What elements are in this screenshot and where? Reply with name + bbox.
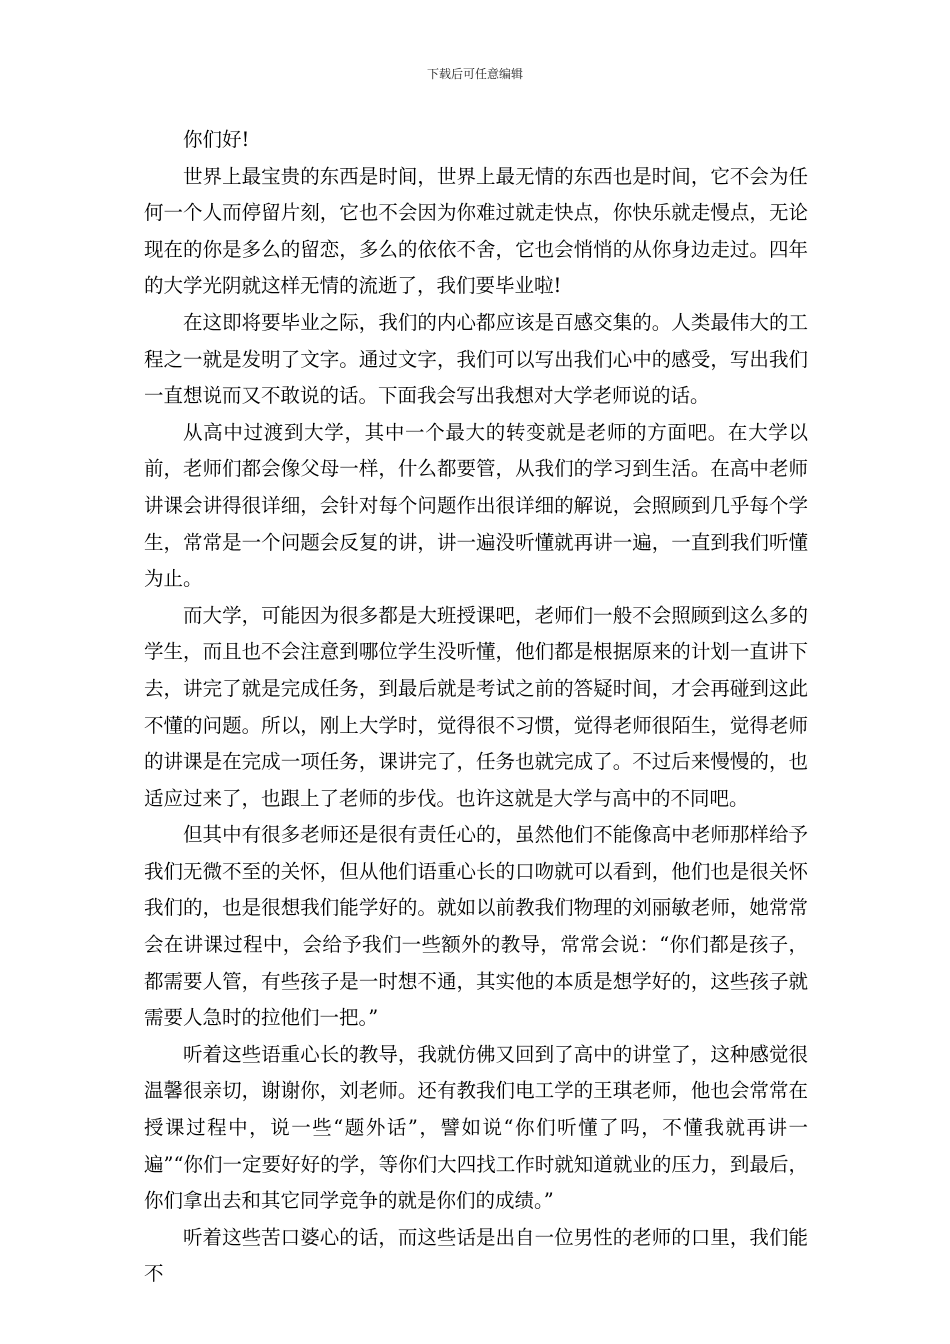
- paragraph: 而大学，可能因为很多都是大班授课吧，老师们一般不会照顾到这么多的学生，而且也不会注意到哪位学生没听懂，他们都是根据原来的计划一直讲下去，讲完了就是完成任务，到最后就是考试之前的答疑时间，才会再碰到这此不懂的问题。所以，刚上大学时，觉得很不习惯，觉得老师很陌生，觉得老师的讲课是在完成一项任务，课讲完了，任务也就完成了。不过后来慢慢的，也适应过来了，也跟上了老师的步伐。也许这就是大学与高中的不同吧。: [144, 603, 808, 810]
- paragraph: 世界上最宝贵的东西是时间，世界上最无情的东西也是时间，它不会为任何一个人而停留片刻，它也不会因为你难过就走快点，你快乐就走慢点，无论现在的你是多么的留恋，多么的依依不舍，它也会悄悄的从你身边走过。四年的大学光阴就这样无情的流逝了，我们要毕业啦!: [144, 164, 808, 298]
- paragraph: 听着这些苦口婆心的话，而这些话是出自一位男性的老师的口里，我们能不: [144, 1225, 808, 1286]
- document-body: [144, 122, 808, 1293]
- paragraph: 在这即将要毕业之际，我们的内心都应该是百感交集的。人类最伟大的工程之一就是发明了文字。通过文字，我们可以写出我们心中的感受，写出我们一直想说而又不敢说的话。下面我会写出我想对大学老师说的话。: [144, 310, 808, 408]
- paragraph: 但其中有很多老师还是很有责任心的，虽然他们不能像高中老师那样给予我们无微不至的关怀，但从他们语重心长的口吻就可以看到，他们也是很关怀我们的，也是很想我们能学好的。就如以前教我们物理的刘丽敏老师，她常常会在讲课过程中，会给予我们一些额外的教导，常常会说：“你们都是孩子，都需要人管，有些孩子是一时想不通，其实他的本质是想学好的，这些孩子就需要人急时的拉他们一把。”: [144, 823, 808, 1030]
- paragraph: 听着这些语重心长的教导，我就仿佛又回到了高中的讲堂了，这种感觉很温馨很亲切，谢谢你，刘老师。还有教我们电工学的王琪老师，他也会常常在授课过程中，说一些“题外话”，譬如说“你们听懂了吗，不懂我就再讲一遍”“你们一定要好好的学，等你们大四找工作时就知道就业的压力，到最后，你们拿出去和其它同学竞争的就是你们的成绩。”: [144, 1042, 808, 1213]
- paragraph-greeting: 你们好!: [183, 128, 250, 151]
- page-header: 下载后可任意编辑: [426, 67, 523, 81]
- paragraph: 从高中过渡到大学，其中一个最大的转变就是老师的方面吧。在大学以前，老师们都会像父母一样，什么都要管，从我们的学习到生活。在高中老师讲课会讲得很详细，会针对每个问题作出很详细的解说，会照顾到几乎每个学生，常常是一个问题会反复的讲，讲一遍没听懂就再讲一遍，一直到我们听懂为止。: [144, 420, 808, 591]
